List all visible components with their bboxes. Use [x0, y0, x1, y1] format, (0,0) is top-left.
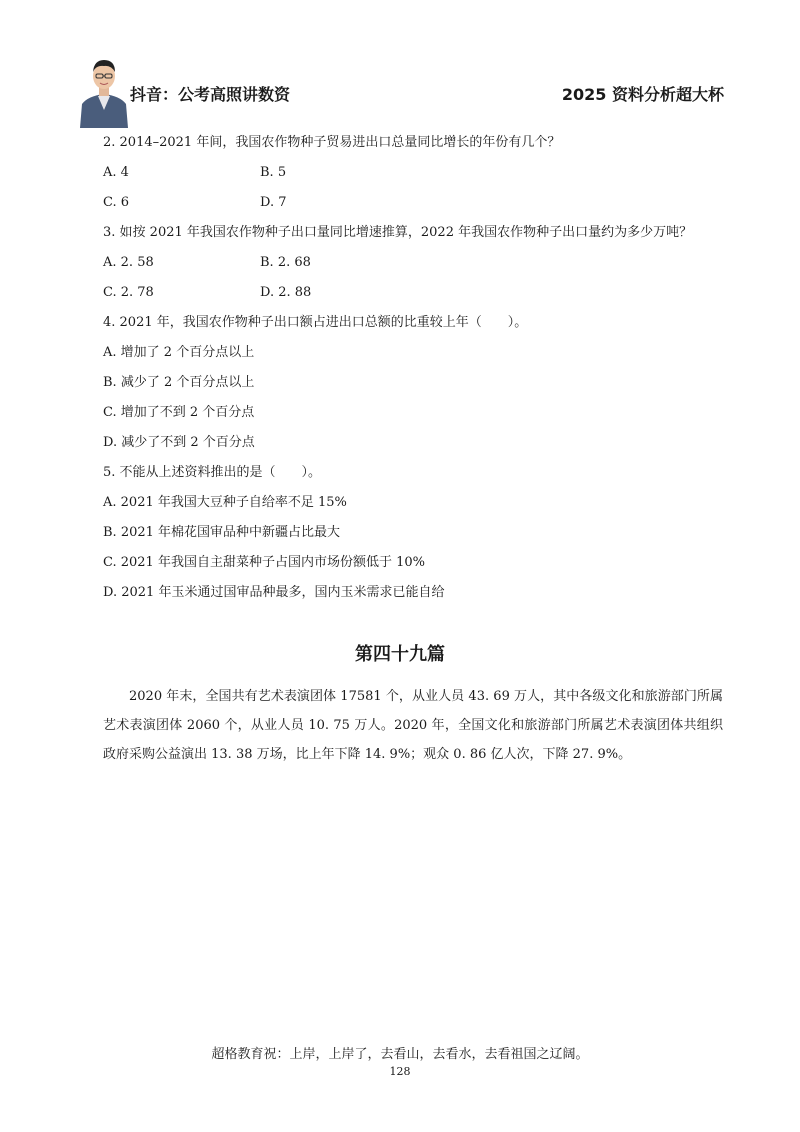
- option-d: D. 2. 88: [260, 285, 312, 300]
- option-a: A. 2021 年我国大豆种子自给率不足 15%: [103, 495, 347, 510]
- question-5: [103, 458, 723, 608]
- option-b: B. 2. 68: [260, 255, 311, 270]
- option-a: A. 4: [103, 165, 129, 180]
- brand-label: 抖音：公考高照讲数资: [130, 85, 291, 104]
- question-stem: 3. 如按 2021 年我国农作物种子出口量同比增速推算，2022 年我国农作物种子出口量约为多少万吨？: [103, 225, 693, 240]
- option-d: D. 减少了不到 2 个百分点: [103, 435, 255, 450]
- option-row: [103, 248, 723, 278]
- option-b: B. 减少了 2 个百分点以上: [103, 375, 255, 390]
- option-row: [103, 278, 723, 308]
- footer-slogan: 超格教育祝：上岸，上岸了，去看山，去看水，去看祖国之辽阔。: [211, 1047, 589, 1062]
- option-c: C. 增加了不到 2 个百分点: [103, 405, 255, 420]
- question-stem: 2. 2014–2021 年间，我国农作物种子贸易进出口总量同比增长的年份有几个？: [103, 135, 561, 150]
- option-b: B. 2021 年棉花国审品种中新疆占比最大: [103, 525, 341, 540]
- option-c: C. 6: [103, 195, 130, 210]
- question-list: [103, 128, 723, 608]
- question-4: [103, 308, 723, 458]
- passage-text: 2020 年末，全国共有艺术表演团体 17581 个，从业人员 43. 69 万人，其中各级文化和旅游部门所属艺术表演团体 2060 个，从业人员 10. 75 万人。2020 年，全国文化和旅游部门所属艺术表演团体共组织政府采购公益演出 13. 38 万场，比上年下降 14. 9%；观众 0. 86 亿人次，下降 27. 9%。: [103, 689, 723, 762]
- page-number: 128: [389, 1065, 411, 1078]
- question-stem: 5. 不能从上述资料推出的是（ ）。: [103, 465, 322, 480]
- question-3: [103, 218, 723, 308]
- section-title: 第四十九篇: [355, 644, 445, 665]
- question-stem: 4. 2021 年，我国农作物种子出口额占进出口总额的比重较上年（ ）。: [103, 315, 528, 330]
- option-c: C. 2021 年我国自主甜菜种子占国内市场份额低于 10%: [103, 555, 425, 570]
- page-header: [0, 0, 800, 130]
- presenter-photo: [78, 52, 130, 128]
- option-a: A. 2. 58: [103, 255, 154, 270]
- option-b: B. 5: [260, 165, 287, 180]
- option-row: [103, 158, 723, 188]
- option-d: D. 2021 年玉米通过国审品种最多，国内玉米需求已能自给: [103, 585, 445, 600]
- option-c: C. 2. 78: [103, 285, 154, 300]
- series-title: 2025 资料分析超大杯: [561, 85, 724, 104]
- question-2: [103, 128, 723, 218]
- option-row: [103, 188, 723, 218]
- option-a: A. 增加了 2 个百分点以上: [103, 345, 255, 360]
- option-d: D. 7: [260, 195, 287, 210]
